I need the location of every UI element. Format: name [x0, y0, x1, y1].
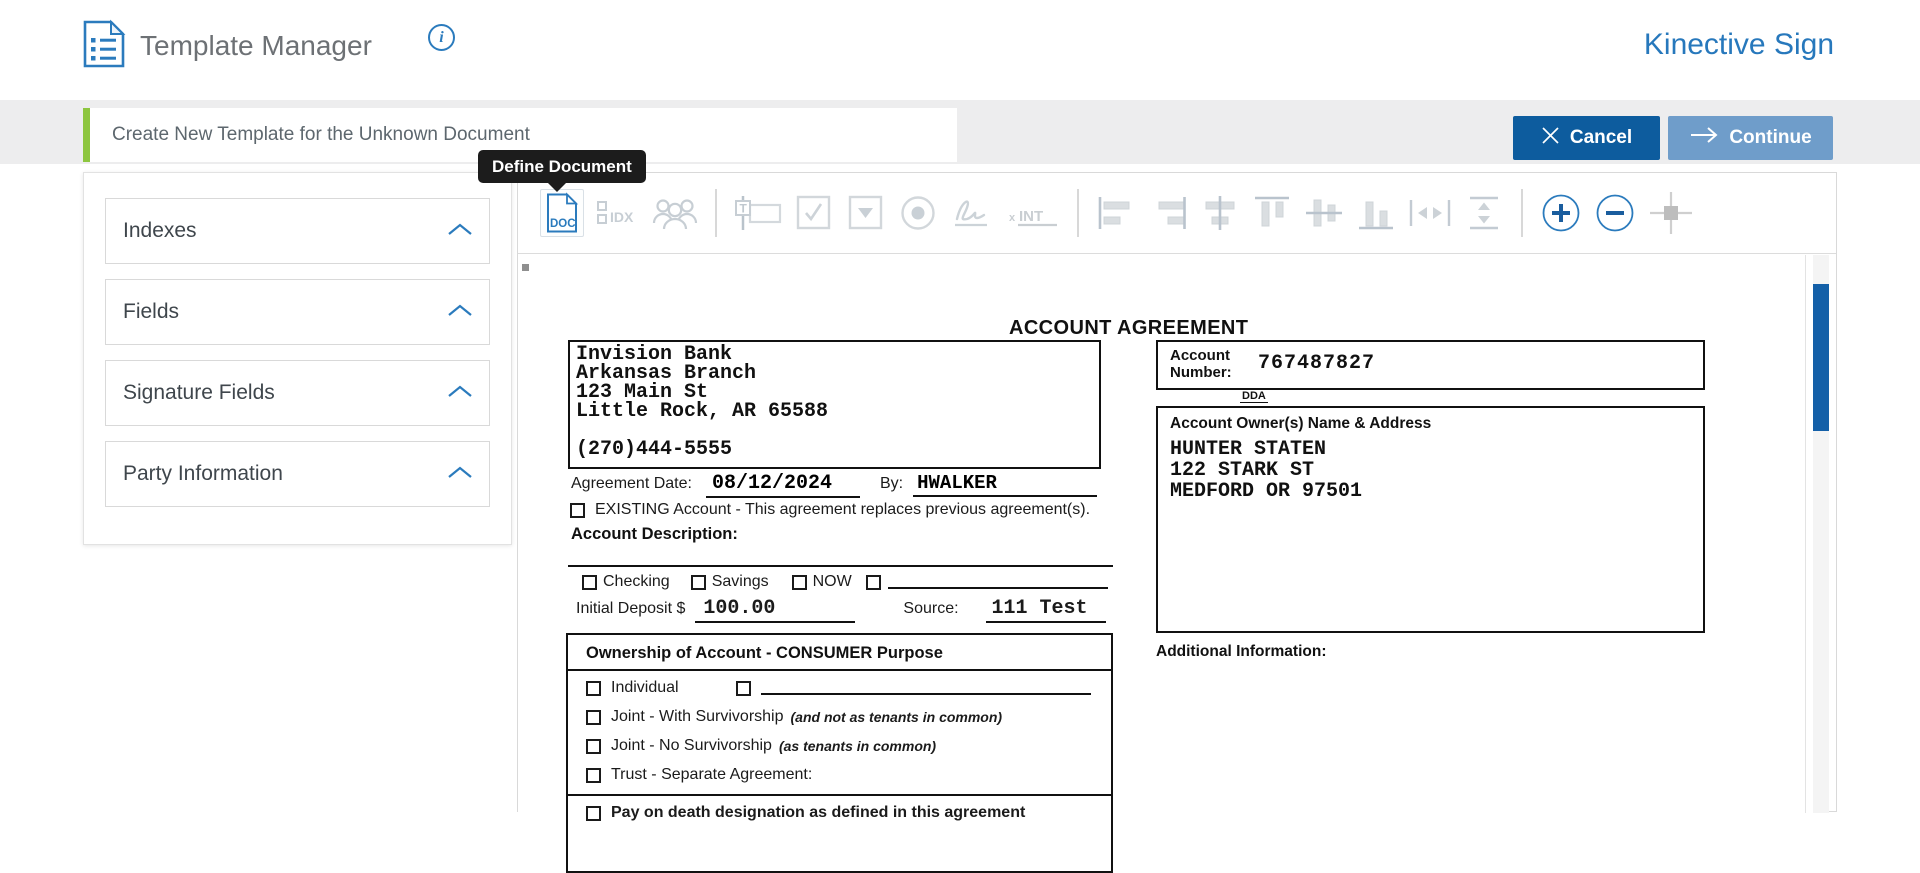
joint-no-survivorship-label: Joint - No Survivorship [611, 737, 772, 754]
chevron-up-icon [447, 303, 473, 322]
owner-line: 122 STARK ST [1170, 459, 1315, 482]
zoom-in-button[interactable] [1540, 192, 1582, 234]
vertical-scrollbar[interactable] [1813, 255, 1829, 813]
agreement-date-row [571, 472, 1097, 498]
agreement-date-label: Agreement Date: [571, 475, 692, 492]
source-value: 111 Test [986, 597, 1106, 623]
dropdown-field-icon [846, 194, 886, 232]
account-description-label: Account Description: [571, 525, 738, 543]
align-middle-button[interactable] [1304, 194, 1344, 232]
signature-field-button[interactable] [950, 194, 994, 232]
workspace-panel [517, 172, 1837, 821]
align-right-icon [1148, 194, 1188, 232]
parties-button[interactable] [652, 195, 698, 231]
align-bottom-icon [1356, 194, 1396, 232]
existing-account-checkbox [570, 503, 585, 518]
trust-checkbox [586, 768, 601, 783]
pod-checkbox [586, 806, 601, 821]
toolbar-divider [1077, 189, 1079, 237]
arrow-right-icon [1689, 126, 1719, 150]
svg-text:T: T [739, 201, 747, 216]
bank-info-box [568, 340, 1101, 469]
chevron-up-icon [447, 222, 473, 241]
individual-label: Individual [611, 679, 679, 696]
sidebar-item-party-information[interactable] [105, 441, 490, 507]
define-indexes-button[interactable] [596, 194, 640, 232]
existing-account-text: EXISTING Account - This agreement replaces previous agreement(s). [595, 501, 1091, 518]
additional-information-label: Additional Information: [1156, 643, 1327, 660]
agreement-date-value: 08/12/2024 [706, 472, 860, 498]
sidebar-panel [83, 172, 512, 545]
by-label: By: [879, 475, 904, 492]
bank-line: Arkansas Branch [576, 362, 757, 385]
existing-account-row [570, 501, 1090, 519]
individual-checkbox [586, 681, 601, 696]
ownership-divider [568, 794, 1111, 796]
initial-deposit-value: 100.00 [695, 597, 855, 623]
ownership-trust-row [568, 763, 1111, 787]
initial-deposit-row [576, 597, 1106, 623]
pod-label: Pay on death designation as defined in this agreement [611, 804, 1026, 821]
ownership-box [566, 633, 1113, 873]
distribute-horizontal-icon [1408, 194, 1452, 232]
joint-survivorship-note: (and not as tenants in common) [790, 709, 1003, 725]
distribute-horizontal-button[interactable] [1408, 194, 1452, 232]
tooltip-arrow [548, 183, 566, 192]
idx-icon [596, 194, 640, 232]
text-field-button[interactable] [734, 194, 782, 232]
doc-icon [546, 193, 578, 233]
brand-title: Kinective Sign [1643, 28, 1834, 61]
tooltip [478, 150, 646, 183]
savings-label: Savings [711, 573, 769, 590]
align-left-button[interactable] [1096, 194, 1136, 232]
sidebar-item-label: Party Information [123, 462, 283, 485]
initials-field-button[interactable] [1006, 194, 1060, 232]
ownership-joint-no-survivorship-row [568, 734, 1111, 758]
by-value: HWALKER [913, 472, 1097, 497]
separator-line [568, 565, 1113, 567]
define-document-button[interactable] [540, 189, 584, 237]
cancel-button-label: Cancel [1569, 127, 1633, 148]
joint-survivorship-label: Joint - With Survivorship [611, 708, 784, 725]
ownership-pod-row [568, 801, 1111, 825]
other-type-blank-line [888, 576, 1108, 589]
align-center-icon [1200, 194, 1240, 232]
toolbar [518, 173, 1836, 254]
joint-survivorship-checkbox [586, 710, 601, 725]
now-label: NOW [812, 573, 852, 590]
zoom-out-icon [1594, 192, 1636, 234]
fit-view-button[interactable] [1648, 190, 1694, 236]
bank-line: 123 Main St [576, 381, 709, 404]
savings-checkbox [691, 575, 706, 590]
initials-field-icon [1006, 194, 1060, 232]
align-top-button[interactable] [1252, 194, 1292, 232]
close-icon [1541, 126, 1560, 151]
bank-line: Invision Bank [576, 343, 733, 366]
svg-text:INT: INT [1019, 208, 1044, 225]
text-field-icon [734, 194, 782, 232]
initial-deposit-label: Initial Deposit $ [576, 600, 686, 617]
owner-line: HUNTER STATEN [1170, 438, 1327, 461]
align-center-button[interactable] [1200, 194, 1240, 232]
account-owner-lines [1170, 439, 1362, 502]
sidebar-item-signature-fields[interactable] [105, 360, 490, 426]
account-owner-header: Account Owner(s) Name & Address [1170, 415, 1432, 432]
sidebar-item-fields[interactable] [105, 279, 490, 345]
zoom-in-icon [1540, 192, 1582, 234]
crosshair-icon [1648, 190, 1694, 236]
distribute-vertical-icon [1464, 194, 1504, 232]
ownership-joint-survivorship-row [568, 705, 1111, 729]
account-type-row [582, 573, 1108, 591]
align-top-icon [1252, 194, 1292, 232]
chevron-up-icon [447, 384, 473, 403]
svg-text:IDX: IDX [610, 209, 634, 225]
banner-text: Create New Template for the Unknown Document [112, 124, 530, 145]
scrollbar-gutter [1805, 255, 1806, 813]
now-checkbox [792, 575, 807, 590]
bank-line: Little Rock, AR 65588 [576, 400, 829, 423]
owner-line: MEDFORD OR 97501 [1170, 480, 1363, 503]
cancel-button[interactable] [1513, 116, 1660, 160]
app-header [0, 0, 1920, 100]
dda-label: DDA [1242, 390, 1266, 402]
zoom-out-button[interactable] [1594, 192, 1636, 234]
account-owner-box [1156, 406, 1705, 633]
group-icon [652, 195, 698, 231]
page-title: Template Manager [140, 30, 372, 61]
document-canvas[interactable] [518, 255, 1813, 821]
checkbox-field-button[interactable] [794, 194, 834, 232]
sidebar-item-indexes[interactable] [105, 198, 490, 264]
joint-no-survivorship-checkbox [586, 739, 601, 754]
document-title: ACCOUNT AGREEMENT [1009, 317, 1249, 339]
other-type-checkbox [866, 575, 881, 590]
distribute-vertical-button[interactable] [1464, 194, 1504, 232]
individual-blank-line [761, 682, 1091, 695]
checkbox-field-icon [794, 194, 834, 232]
align-right-button[interactable] [1148, 194, 1188, 232]
align-middle-icon [1304, 194, 1344, 232]
chevron-up-icon [447, 465, 473, 484]
dropdown-field-button[interactable] [846, 194, 886, 232]
radio-field-button[interactable] [898, 194, 938, 232]
toolbar-divider [715, 189, 717, 237]
account-number-box [1156, 340, 1705, 390]
joint-no-survivorship-note: (as tenants in common) [778, 738, 937, 754]
align-bottom-button[interactable] [1356, 194, 1396, 232]
account-number-value: 767487827 [1258, 352, 1376, 375]
action-bar [0, 100, 1920, 164]
resize-handle[interactable] [522, 264, 529, 271]
svg-text:DOC: DOC [550, 218, 576, 230]
checking-label: Checking [603, 573, 670, 590]
scrollbar-thumb[interactable] [1813, 284, 1829, 431]
sidebar-item-label: Signature Fields [123, 381, 275, 404]
radio-field-icon [898, 194, 938, 232]
account-number-label: Account Number: [1170, 347, 1232, 381]
toolbar-divider [1521, 189, 1523, 237]
continue-button-label: Continue [1729, 127, 1812, 148]
sidebar-item-label: Indexes [123, 219, 197, 242]
ownership-header: Ownership of Account - CONSUMER Purpose [568, 635, 1111, 671]
source-label: Source: [903, 600, 959, 617]
ownership-individual-row [568, 676, 1111, 700]
tooltip-text: Define Document [492, 157, 632, 176]
trust-label: Trust - Separate Agreement: [611, 766, 813, 783]
align-left-icon [1096, 194, 1136, 232]
sidebar-item-label: Fields [123, 300, 180, 323]
continue-button[interactable] [1668, 116, 1833, 160]
bank-line: (270)444-5555 [576, 438, 733, 461]
individual-other-checkbox [736, 681, 751, 696]
info-icon[interactable]: i [428, 24, 455, 51]
template-manager-logo-icon [82, 20, 126, 73]
checking-checkbox [582, 575, 597, 590]
svg-text:x: x [1009, 212, 1016, 224]
signature-field-icon [950, 194, 994, 232]
